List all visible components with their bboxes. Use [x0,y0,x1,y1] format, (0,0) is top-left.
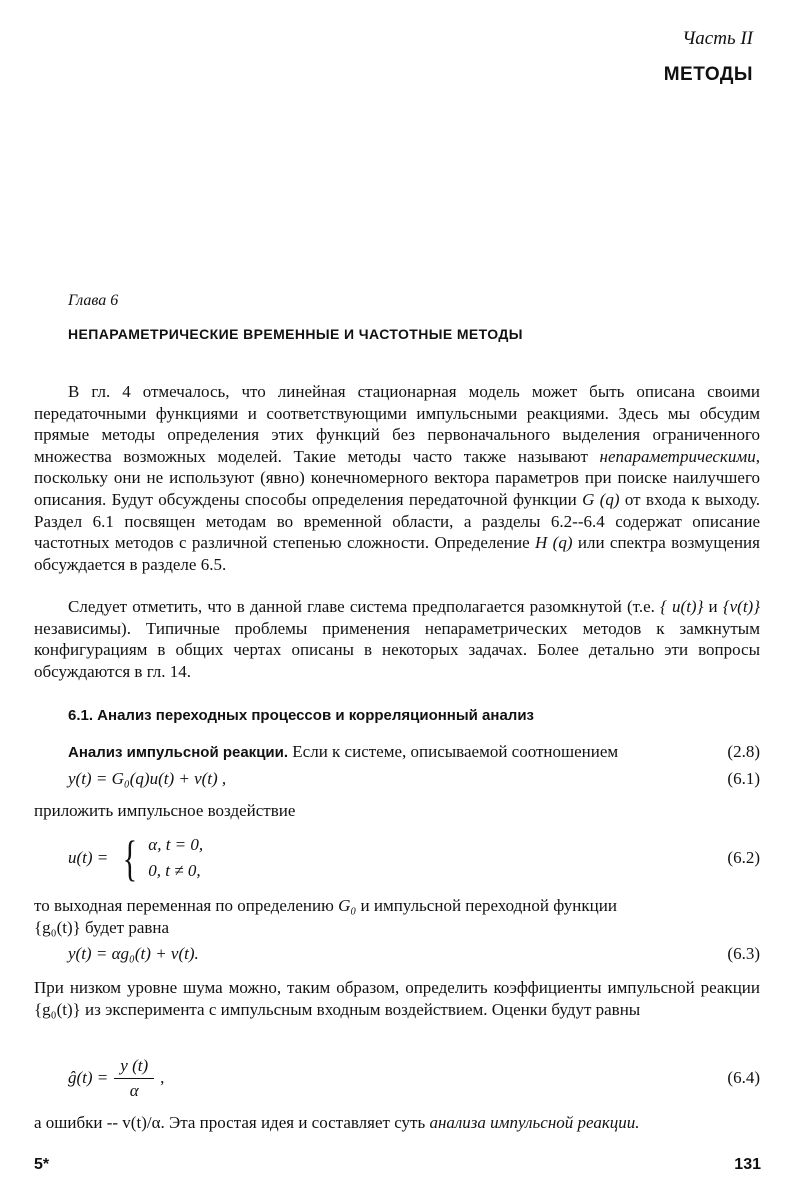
text-line: приложить импульсное воздействие [34,801,296,820]
equation-number: (6.1) [727,769,760,788]
equation-number: (6.4) [727,1068,760,1087]
chapter-label: Глава 6 [68,292,119,309]
subsection-line: Анализ импульсной реакции. Если к системе, описываемой соотношением (2.8) [68,741,760,764]
intro-paragraph-1: В гл. 4 отмечалось, что линейная стационарная модель может быть описана своими передаточными функциями и соответствующими импульсными реакциями. Здесь мы обсудим прямые методы определения этих функций без первоначального выделения ограниченного множества возможных моделей. Такие методы часто также называют непараметрическими, поскольку они не используют (явно) конечномерного вектора параметров при поиске наилучшего описания. Будут обсуждены способы определения передаточной функции G (q) от входа к выходу. Раздел 6.1 посвящен методам во временной области, а разделы 6.2--6.4 содержат описание частотных методов с различной степенью сложности. Определение H (q) или спектра возмущения обсуждается в разделе 6.5. [34,382,760,574]
intro-paragraph-2: Следует отметить, что в данной главе система предполагается разомкнутой (т.е. { u(t)} и {v(t)} независимы). Типичные проблемы применения непараметрических методов к замкнутым конфигурациям в общих чертах описаны в некоторых задачах. Более детально эти вопросы обсуждаются в гл. 14. [34,597,760,681]
equation-reference: (2.8) [727,742,760,761]
chapter-title: НЕПАРАМЕТРИЧЕСКИЕ ВРЕМЕННЫЕ И ЧАСТОТНЫЕ МЕТОДЫ [68,326,523,342]
signature-mark: 5* [34,1156,50,1173]
section-heading: 6.1. Анализ переходных процессов и корреляционный анализ [68,707,535,724]
part-label: Часть II [682,28,753,49]
equation-6-4: ĝ(t) = $\frac{y (t)}{\alpha}$ , (6.4) [68,1055,760,1100]
left-brace-icon: { [123,830,138,886]
emphasis-term: анализа импульсной реакции. [429,1113,640,1132]
fraction: $\frac{y (t)}{\alpha}$ [114,1056,154,1101]
text-paragraph: При низком уровне шума можно, таким образом, определить коэффициенты импульсной реакции {g₀(t)} из эксперимента с импульсным входным воздействием. Оценки будут равны [34,978,760,1019]
text-paragraph: то выходная переменная по определению G₀ и импульсной переходной функции {g₀(t)} будет равна [34,896,617,937]
equation-6-2: u(t) = { α, t = 0, 0, t ≠ 0, (6.2) [68,830,760,886]
page-number: 131 [734,1156,761,1173]
equation-6-1: y(t) = G₀(q)u(t) + v(t) , (6.1) [68,769,760,788]
subsection-title: Анализ импульсной реакции. [68,744,289,761]
equation-number: (6.3) [727,944,760,963]
equation-number: (6.2) [727,848,760,867]
text-line: а ошибки -- v(t)/α. Эта простая идея и составляет суть анализа импульсной реакции. [34,1113,640,1132]
equation-6-3: y(t) = αg₀(t) + v(t). (6.3) [68,944,760,963]
emphasis-term: непараметрическими [599,446,756,466]
part-title: МЕТОДЫ [663,64,753,85]
